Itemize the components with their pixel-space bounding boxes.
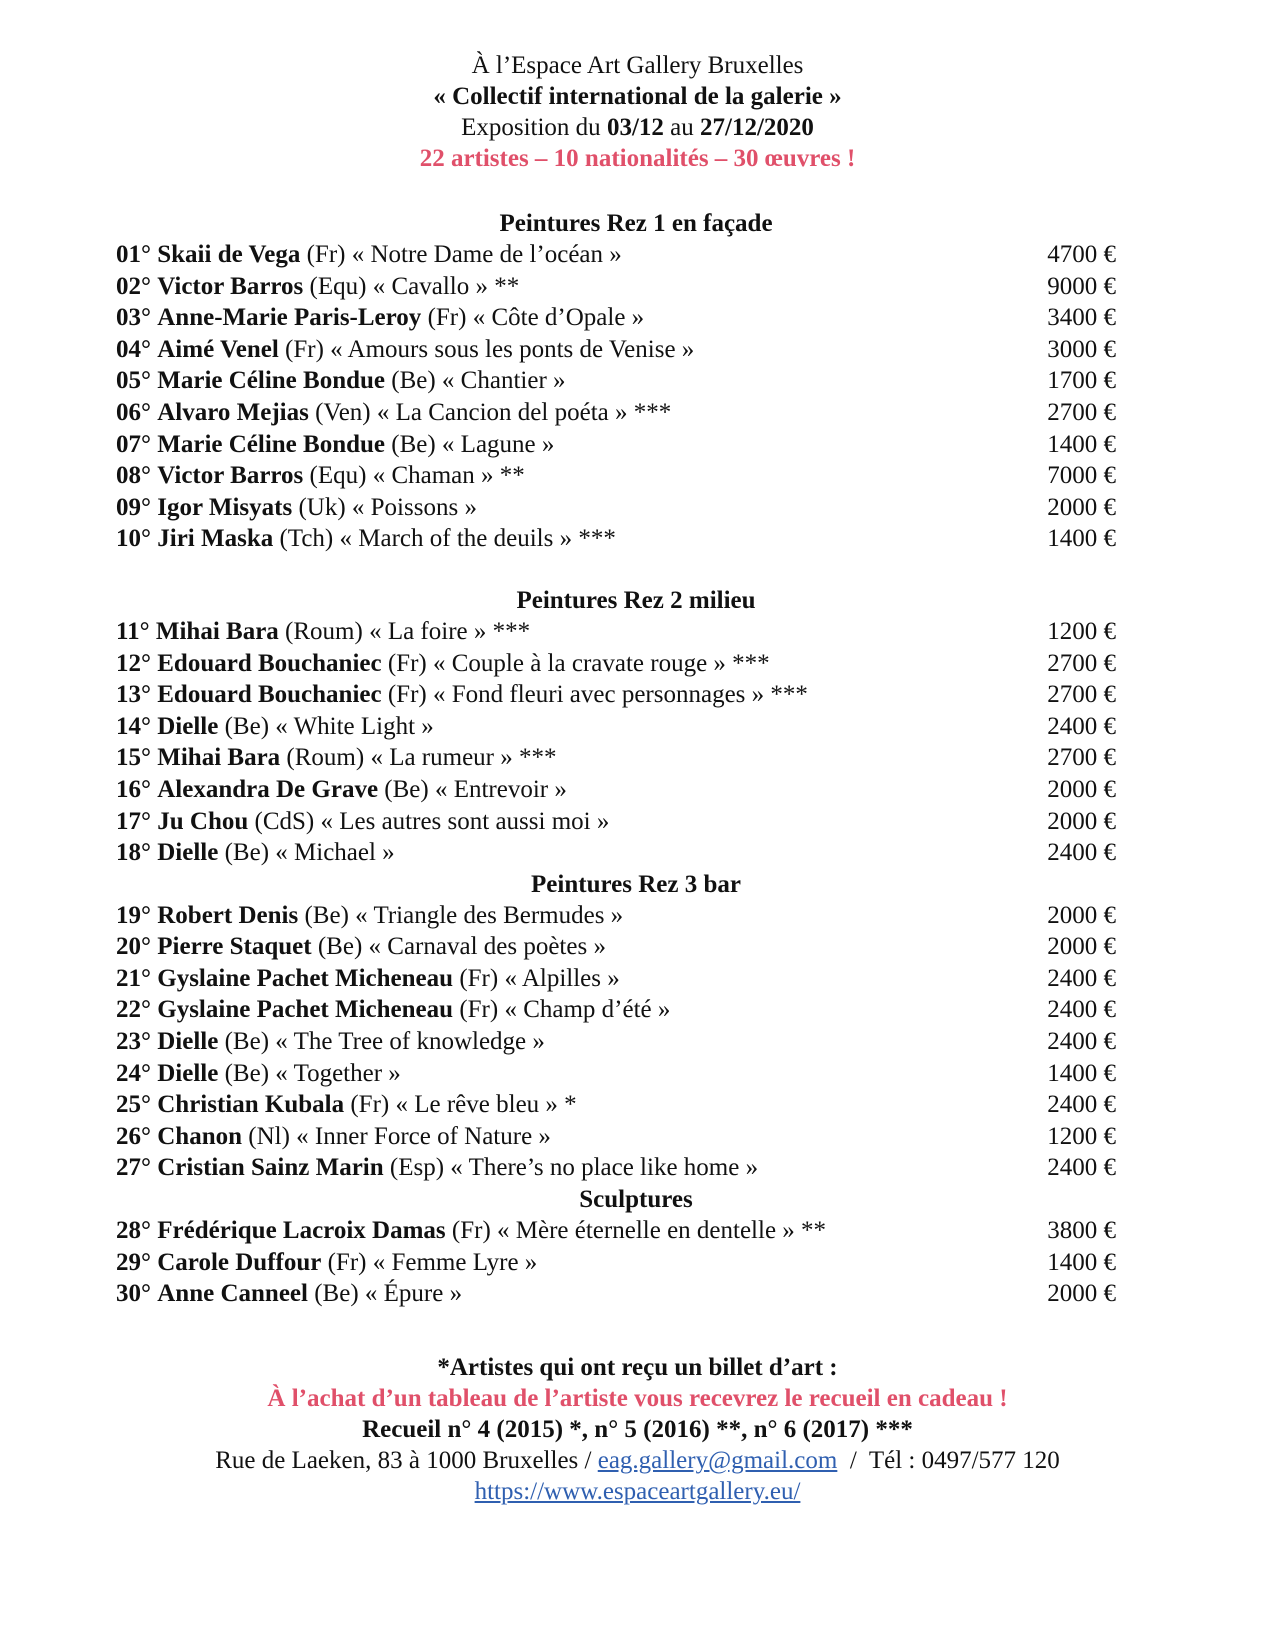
item-number: 30° (116, 1280, 151, 1308)
artwork-item (116, 397, 1116, 429)
artwork-detail: (Fr) « Fond fleuri avec personnages » *** (381, 681, 808, 709)
section-title: Peintures Rez 2 milieu (516, 586, 756, 614)
artwork-detail: (Fr) « Mère éternelle en dentelle » ** (445, 1217, 827, 1245)
item-number: 02° (116, 272, 151, 300)
item-number: 08° (116, 462, 151, 490)
artwork-item (116, 963, 1116, 995)
artwork-item (116, 1278, 1116, 1310)
artist-name: Mihai Bara (155, 617, 279, 645)
artwork-price: 2000 € (1047, 807, 1116, 835)
artwork-price: 3000 € (1047, 335, 1116, 363)
artwork-price: 2400 € (1047, 1154, 1116, 1182)
document-header (0, 50, 1275, 174)
item-number: 10° (116, 525, 151, 553)
artwork-item (116, 302, 1116, 334)
item-number: 16° (116, 775, 151, 803)
artwork-detail: (Fr) « Notre Dame de l’océan » (300, 241, 622, 268)
artwork-detail: (Be) « Michael » (218, 839, 395, 867)
artwork-detail: (Be) « Lagune » (385, 430, 555, 458)
artwork-item (116, 679, 1116, 711)
artwork-item (116, 648, 1116, 680)
artwork-detail: (Fr) « Côte d’Opale » (421, 304, 645, 332)
exhibition-title: « Collectif international de la galerie » (433, 83, 842, 110)
artwork-detail: (Be) « White Light » (218, 712, 434, 740)
exhibition-dates (0, 112, 1275, 143)
item-number: 09° (116, 493, 151, 521)
artwork-price: 2700 € (1047, 398, 1116, 426)
artwork-item (116, 492, 1116, 524)
artwork-item (116, 837, 1116, 869)
artwork-item (116, 931, 1116, 963)
footnote-title: *Artistes qui ont reçu un billet d’art : (437, 1354, 838, 1381)
artwork-price: 2400 € (1047, 1028, 1116, 1056)
artwork-price: 1400 € (1047, 525, 1116, 553)
artist-name: Christian Kubala (157, 1091, 345, 1119)
item-number: 12° (116, 649, 151, 677)
artwork-detail: (Equ) « Chaman » ** (303, 462, 525, 490)
gift-offer: À l’achat d’un tableau de l’artiste vous recevrez le recueil en cadeau ! (267, 1385, 1008, 1412)
artwork-price: 2400 € (1047, 996, 1116, 1024)
artist-name: Frédérique Lacroix Damas (157, 1217, 446, 1245)
document-footer (0, 1352, 1275, 1507)
artist-name: Dielle (157, 712, 219, 740)
item-number: 21° (116, 964, 151, 992)
artwork-price: 1200 € (1047, 1122, 1116, 1150)
artist-name: Edouard Bouchaniec (157, 681, 382, 709)
artwork-price: 4700 € (1047, 241, 1116, 268)
artist-name: Victor Barros (157, 462, 304, 490)
artist-name: Chanon (157, 1122, 243, 1150)
item-number: 05° (116, 367, 151, 395)
artwork-item (116, 774, 1116, 806)
artist-name: Edouard Bouchaniec (157, 649, 382, 677)
artwork-detail: (Fr) « Couple à la cravate rouge » *** (381, 649, 770, 677)
artwork-item (116, 1152, 1116, 1184)
item-number: 18° (116, 839, 151, 867)
artwork-item (116, 239, 1116, 271)
item-number: 29° (116, 1248, 151, 1276)
item-number: 07° (116, 430, 151, 458)
artwork-item (116, 429, 1116, 461)
item-number: 04° (116, 335, 151, 363)
artwork-detail: (Nl) « Inner Force of Nature » (242, 1122, 551, 1150)
artwork-price: 1400 € (1047, 430, 1116, 458)
item-number: 26° (116, 1122, 151, 1150)
phone: Tél : 0497/577 120 (868, 1447, 1060, 1474)
contact-line (0, 1445, 1275, 1476)
artist-name: Dielle (157, 1028, 219, 1056)
artwork-item (116, 994, 1116, 1026)
artist-name: Igor Misyats (157, 493, 293, 521)
item-number: 22° (116, 996, 151, 1024)
recueil-list: Recueil n° 4 (2015) *, n° 5 (2016) **, n° 6 (2017) *** (362, 1416, 913, 1443)
artwork-price: 2000 € (1047, 933, 1116, 961)
artwork-detail: (Be) « Entrevoir » (378, 775, 567, 803)
artist-name: Skaii de Vega (157, 241, 301, 268)
item-number: 20° (116, 933, 151, 961)
artwork-item (116, 334, 1116, 366)
item-number: 06° (116, 398, 151, 426)
artwork-price: 1200 € (1047, 617, 1116, 645)
section-title: Peintures Rez 1 en façade (499, 210, 773, 237)
artwork-price: 2400 € (1047, 712, 1116, 740)
address: Rue de Laeken, 83 à 1000 Bruxelles / (215, 1447, 598, 1474)
artwork-price: 2400 € (1047, 1091, 1116, 1119)
artwork-detail: (Fr) « Amours sous les ponts de Venise » (278, 335, 695, 363)
artist-name: Jiri Maska (157, 525, 274, 553)
artwork-item (116, 1089, 1116, 1121)
artwork-price: 1400 € (1047, 1059, 1116, 1087)
artwork-item (116, 1215, 1116, 1247)
artwork-item (116, 711, 1116, 743)
artist-name: Anne-Marie Paris-Leroy (157, 304, 422, 332)
artwork-detail: (Be) « Together » (218, 1059, 401, 1087)
artwork-detail: (Fr) « Femme Lyre » (321, 1248, 538, 1276)
artwork-price: 2000 € (1047, 493, 1116, 521)
artwork-price: 3800 € (1047, 1217, 1116, 1245)
item-number: 19° (116, 901, 151, 929)
item-number: 11° (116, 617, 150, 645)
exhibition-summary: 22 artistes – 10 nationalités – 30 œuvres ! (419, 145, 856, 172)
section-title: Sculptures (579, 1186, 693, 1214)
artwork-item (116, 742, 1116, 774)
section-title: Peintures Rez 3 bar (531, 870, 741, 898)
artwork-detail: (Tch) « March of the deuils » *** (273, 525, 616, 553)
artist-name: Marie Céline Bondue (157, 430, 386, 458)
item-number: 25° (116, 1091, 151, 1119)
contact-separator: / (837, 1447, 869, 1474)
artist-name: Gyslaine Pachet Micheneau (157, 964, 454, 992)
artwork-item (116, 1026, 1116, 1058)
artwork-detail: (Equ) « Cavallo » ** (303, 272, 520, 300)
artist-name: Marie Céline Bondue (157, 367, 386, 395)
artwork-detail: (Be) « Chantier » (385, 367, 566, 395)
item-number: 28° (116, 1217, 151, 1245)
gallery-name: À l’Espace Art Gallery Bruxelles (471, 52, 804, 79)
artist-name: Cristian Sainz Marin (157, 1154, 384, 1182)
artwork-detail: (Ven) « La Cancion del poéta » *** (308, 398, 672, 426)
email-link[interactable]: eag.gallery@gmail.com (597, 1447, 838, 1474)
artwork-price: 9000 € (1047, 272, 1116, 300)
start-date: 03/12 (606, 114, 664, 141)
artwork-detail: (Fr) « Le rêve bleu » * (344, 1091, 577, 1119)
item-number: 13° (116, 681, 151, 709)
artwork-item (116, 616, 1116, 648)
item-number: 27° (116, 1154, 151, 1182)
artwork-detail: (Roum) « La rumeur » *** (280, 744, 557, 772)
item-number: 14° (116, 712, 151, 740)
artwork-detail: (Be) « Triangle des Bermudes » (298, 901, 624, 929)
item-number: 17° (116, 807, 151, 835)
artwork-price: 2700 € (1047, 649, 1116, 677)
artist-name: Dielle (157, 1059, 219, 1087)
artwork-price: 2000 € (1047, 901, 1116, 929)
artist-name: Aimé Venel (157, 335, 279, 363)
dates-prefix: Exposition du (461, 114, 601, 141)
dates-mid: au (670, 114, 694, 141)
artwork-item (116, 460, 1116, 492)
artwork-price: 2000 € (1047, 1280, 1116, 1308)
artist-name: Gyslaine Pachet Micheneau (157, 996, 454, 1024)
artist-name: Anne Canneel (157, 1280, 308, 1308)
website-link[interactable]: https://www.espaceartgallery.eu/ (474, 1478, 801, 1505)
artwork-detail: (Be) « Carnaval des poètes » (311, 933, 606, 961)
artist-name: Alexandra De Grave (157, 775, 379, 803)
artwork-item (116, 1247, 1116, 1279)
artist-name: Alvaro Mejias (157, 398, 309, 426)
artwork-detail: (Esp) « There’s no place like home » (383, 1154, 759, 1182)
artwork-price: 2700 € (1047, 681, 1116, 709)
section-gap (116, 555, 1116, 585)
artwork-detail: (Fr) « Alpilles » (453, 964, 620, 992)
artist-name: Robert Denis (157, 901, 299, 929)
artwork-item (116, 523, 1116, 555)
artist-name: Mihai Bara (157, 744, 281, 772)
artwork-price: 7000 € (1047, 462, 1116, 490)
item-number: 15° (116, 744, 151, 772)
artwork-item (116, 900, 1116, 932)
item-number: 24° (116, 1059, 151, 1087)
artwork-detail: (Fr) « Champ d’été » (453, 996, 671, 1024)
artwork-item (116, 1058, 1116, 1090)
artwork-list (116, 208, 1116, 1310)
artwork-detail: (Roum) « La foire » *** (278, 617, 531, 645)
artist-name: Carole Duffour (157, 1248, 322, 1276)
artist-name: Pierre Staquet (157, 933, 312, 961)
artwork-item (116, 806, 1116, 838)
artwork-price: 2400 € (1047, 839, 1116, 867)
end-date: 27/12/2020 (700, 114, 814, 141)
artwork-detail: (CdS) « Les autres sont aussi moi » (248, 807, 610, 835)
artwork-price: 1400 € (1047, 1248, 1116, 1276)
artwork-item (116, 271, 1116, 303)
artwork-price: 3400 € (1047, 304, 1116, 332)
artwork-detail: (Uk) « Poissons » (292, 493, 477, 521)
artist-name: Ju Chou (157, 807, 249, 835)
artwork-detail: (Be) « The Tree of knowledge » (218, 1028, 545, 1056)
artwork-price: 2000 € (1047, 775, 1116, 803)
artist-name: Dielle (157, 839, 219, 867)
item-number: 03° (116, 304, 151, 332)
item-number: 01° (116, 241, 151, 268)
artwork-price: 2400 € (1047, 964, 1116, 992)
artwork-item (116, 1121, 1116, 1153)
artist-name: Victor Barros (157, 272, 304, 300)
artwork-price: 1700 € (1047, 367, 1116, 395)
artwork-item (116, 365, 1116, 397)
item-number: 23° (116, 1028, 151, 1056)
artwork-detail: (Be) « Épure » (307, 1280, 463, 1308)
artwork-price: 2700 € (1047, 744, 1116, 772)
